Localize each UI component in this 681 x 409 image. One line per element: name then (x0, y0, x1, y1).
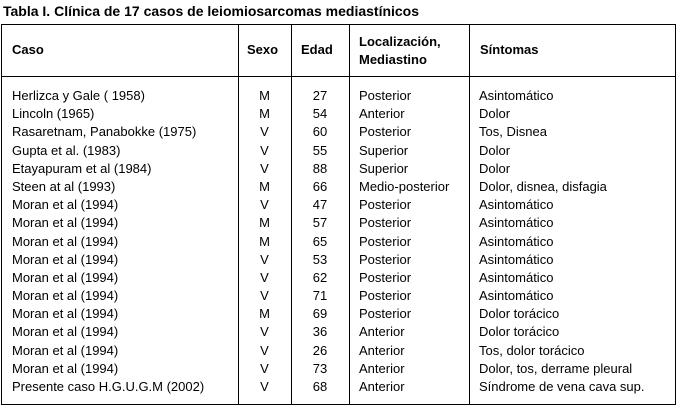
cell-sintomas: Asintomático (479, 197, 554, 213)
cell-localizacion: Posterior (359, 288, 412, 304)
cell-sexo: V (260, 197, 269, 213)
cell-localizacion: Posterior (359, 197, 412, 213)
table-row (2, 87, 675, 105)
cell-caso: Moran et al (1994) (12, 197, 119, 213)
cell-edad: 88 (312, 160, 328, 176)
table-row (2, 251, 675, 269)
table-title: Tabla I. Clínica de 17 casos de leiomiosarcomas mediastínicos (3, 3, 420, 19)
cell-sexo: M (259, 306, 270, 322)
cell-edad: 62 (312, 269, 328, 285)
cell-sexo: M (259, 233, 270, 249)
cell-sexo: V (260, 324, 269, 340)
cell-sintomas: Asintomático (479, 288, 554, 304)
cell-edad: 60 (312, 124, 328, 140)
cell-localizacion: Medio-posterior (359, 178, 450, 194)
table-row (2, 360, 675, 378)
cell-localizacion: Superior (359, 160, 409, 176)
cell-edad: 36 (312, 324, 328, 340)
cell-localizacion: Anterior (359, 106, 405, 122)
cell-sintomas: Síndrome de vena cava sup. (479, 379, 645, 394)
table-row (2, 142, 675, 160)
table-row (2, 269, 675, 287)
cell-localizacion: Posterior (359, 124, 412, 140)
cell-sintomas: Asintomático (479, 251, 554, 267)
cell-caso: Moran et al (1994) (12, 288, 119, 304)
cell-sintomas: Dolor torácico (479, 306, 560, 322)
header-mediastino: Mediastino (359, 52, 427, 67)
cell-caso: Moran et al (1994) (12, 324, 119, 340)
table-row (2, 160, 675, 178)
table-row (2, 105, 675, 123)
cell-edad: 69 (312, 306, 328, 322)
cell-sexo: M (259, 88, 270, 103)
cell-caso: Lincoln (1965) (12, 106, 95, 122)
table-row (2, 196, 675, 214)
cell-localizacion: Posterior (359, 269, 412, 285)
cell-localizacion: Anterior (359, 324, 405, 340)
cell-localizacion: Anterior (359, 379, 405, 394)
header-edad: Edad (301, 42, 333, 57)
cell-caso: Moran et al (1994) (12, 251, 119, 267)
cell-sexo: V (260, 124, 269, 140)
header-caso: Caso (12, 42, 44, 57)
cell-localizacion: Posterior (359, 306, 412, 322)
cell-localizacion: Posterior (359, 251, 412, 267)
header-sintomas: Síntomas (480, 42, 539, 57)
cell-caso: Moran et al (1994) (12, 306, 119, 322)
table-body (2, 87, 675, 396)
cell-sintomas: Dolor torácico (479, 324, 560, 340)
cell-sexo: M (259, 106, 270, 122)
cell-sintomas: Asintomático (479, 233, 554, 249)
cell-edad: 55 (312, 142, 328, 158)
cell-localizacion: Posterior (359, 233, 412, 249)
cell-sexo: M (259, 215, 270, 231)
table-row (2, 214, 675, 232)
cell-edad: 47 (312, 197, 328, 213)
cell-sexo: V (260, 379, 269, 394)
cell-localizacion: Anterior (359, 360, 405, 376)
cell-sexo: V (260, 342, 269, 358)
table-row (2, 123, 675, 141)
cell-caso: Moran et al (1994) (12, 269, 119, 285)
cell-caso: Presente caso H.G.U.G.M (2002) (12, 379, 205, 394)
cell-localizacion: Posterior (359, 215, 412, 231)
cell-sintomas: Asintomático (479, 215, 554, 231)
cell-sintomas: Dolor, tos, derrame pleural (479, 360, 633, 376)
table-row (2, 342, 675, 360)
cell-edad: 66 (312, 178, 328, 194)
cell-sintomas: Asintomático (479, 269, 554, 285)
cell-localizacion: Anterior (359, 342, 405, 358)
cell-edad: 73 (312, 360, 328, 376)
header-sexo: Sexo (247, 42, 279, 57)
cell-caso: Etayapuram et al (1984) (12, 160, 152, 176)
cell-sintomas: Tos, dolor torácico (479, 342, 585, 358)
cell-localizacion: Superior (359, 142, 409, 158)
cell-caso: Moran et al (1994) (12, 215, 119, 231)
cell-edad: 27 (312, 88, 328, 103)
cell-sexo: V (260, 160, 269, 176)
cell-edad: 68 (312, 379, 328, 394)
cell-sexo: M (259, 178, 270, 194)
cell-sintomas: Tos, Disnea (479, 124, 547, 140)
cell-sintomas: Dolor, disnea, disfagia (479, 178, 607, 194)
cell-sexo: V (260, 142, 269, 158)
cell-caso: Steen at al (1993) (12, 178, 116, 194)
cell-sintomas: Dolor (479, 160, 511, 176)
cell-edad: 26 (312, 342, 328, 358)
cell-sintomas: Dolor (479, 142, 511, 158)
cell-caso: Moran et al (1994) (12, 233, 119, 249)
table-row (2, 233, 675, 251)
table-header (2, 25, 675, 77)
table-row (2, 378, 675, 396)
cell-sintomas: Dolor (479, 106, 511, 122)
header-localizacion: Localización, (359, 34, 441, 49)
cell-caso: Herlizca y Gale ( 1958) (12, 88, 145, 103)
table-row (2, 287, 675, 305)
cell-edad: 53 (312, 251, 328, 267)
cell-caso: Gupta et al. (1983) (12, 142, 121, 158)
cell-sexo: V (260, 360, 269, 376)
cell-edad: 71 (312, 288, 328, 304)
table-row (2, 323, 675, 341)
cell-edad: 54 (312, 106, 328, 122)
cell-sintomas: Asintomático (479, 88, 554, 103)
cell-edad: 65 (312, 233, 328, 249)
table-row (2, 305, 675, 323)
table-row (2, 178, 675, 196)
cell-sexo: V (260, 269, 269, 285)
cell-sexo: V (260, 251, 269, 267)
cell-caso: Moran et al (1994) (12, 342, 119, 358)
cases-table (1, 24, 676, 405)
cell-sexo: V (260, 288, 269, 304)
cell-caso: Rasaretnam, Panabokke (1975) (12, 124, 197, 140)
cell-caso: Moran et al (1994) (12, 360, 119, 376)
cell-edad: 57 (312, 215, 328, 231)
cell-localizacion: Posterior (359, 88, 412, 103)
